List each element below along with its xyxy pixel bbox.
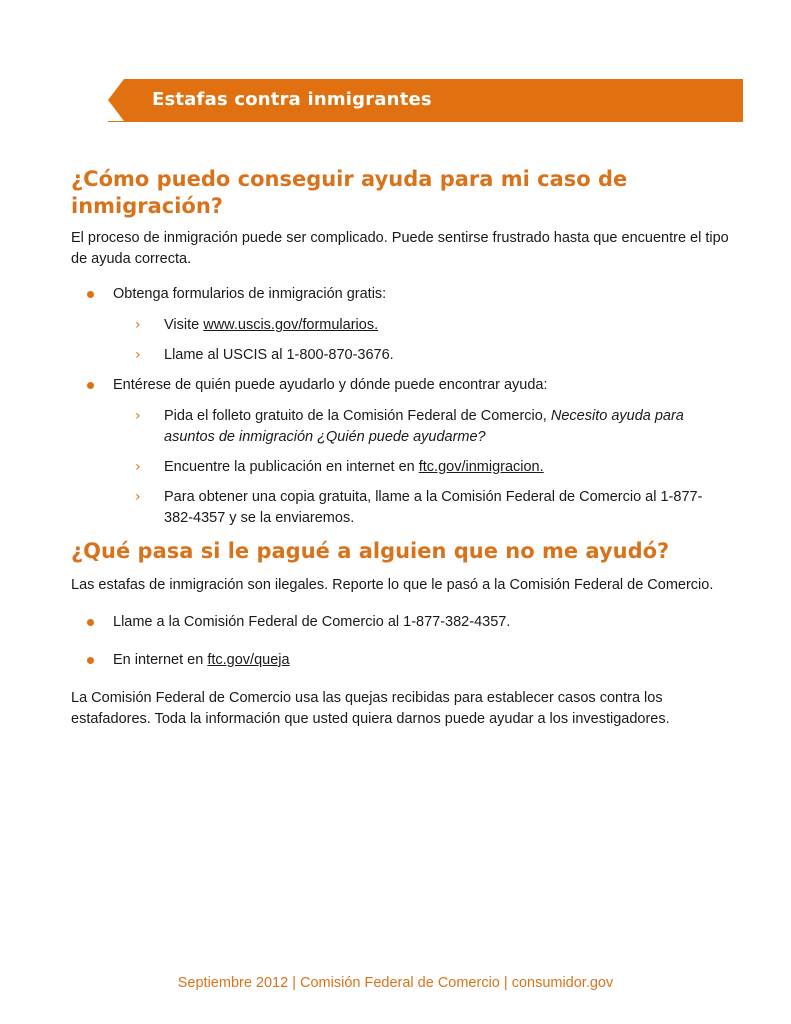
banner-notch xyxy=(108,79,124,121)
bullet-text: Llame a la Comisión Federal de Comercio al 1-877-382-4357. xyxy=(113,614,511,630)
section-banner xyxy=(108,79,743,122)
sub-list-item xyxy=(113,345,731,366)
sub-list-item xyxy=(113,315,731,336)
sub-list xyxy=(113,406,731,529)
ftc-immigration-link[interactable]: ftc.gov/inmigracion. xyxy=(418,459,544,475)
ftc-complaint-link[interactable]: ftc.gov/queja xyxy=(207,652,290,668)
bullet-text: Entérese de quién puede ayudarlo y dónde puede encontrar ayuda: xyxy=(113,377,548,393)
sub-text: Visite xyxy=(164,317,204,333)
sub-list-item xyxy=(113,457,731,478)
page-footer: Septiembre 2012 | Comisión Federal de Comercio | consumidor.gov xyxy=(177,975,614,991)
chevron-right-icon: › xyxy=(135,347,141,363)
heading-paid-no-help: ¿Qué pasa si le pagué a alguien que no me ayudó? xyxy=(71,539,670,563)
list-item xyxy=(71,612,731,633)
sub-text: Encuentre la publicación en internet en xyxy=(164,459,419,475)
sub-list-item xyxy=(113,406,731,448)
bullet-dot-icon xyxy=(87,619,94,626)
chevron-right-icon: › xyxy=(135,489,141,505)
main-content xyxy=(71,166,731,730)
sub-list xyxy=(113,315,731,366)
bullet-dot-icon xyxy=(87,657,94,664)
banner-title: Estafas contra inmigrantes xyxy=(152,89,432,110)
sub-text: Llame al USCIS al 1-800-870-3676. xyxy=(164,347,394,363)
chevron-right-icon: › xyxy=(135,459,141,475)
sub-text: Pida el folleto gratuito de la Comisión Federal de Comercio, xyxy=(164,408,551,424)
chevron-right-icon: › xyxy=(135,408,141,424)
heading-help-immigration: ¿Cómo puedo conseguir ayuda para mi caso de inmigración? xyxy=(71,167,628,218)
brochure-title: Necesito ayuda para asuntos de inmigración ¿Quién puede ayudarme? xyxy=(164,408,684,445)
intro-paragraph: El proceso de inmigración puede ser complicado. Puede sentirse frustrado hasta que encuentre el tipo de ayuda correcta. xyxy=(71,230,729,267)
uscis-forms-link[interactable]: www.uscis.gov/formularios. xyxy=(203,317,379,333)
report-bullets xyxy=(71,612,731,671)
bullet-text: Obtenga formularios de inmigración gratis: xyxy=(113,286,387,302)
bullet-text: En internet en xyxy=(113,652,208,668)
chevron-right-icon: › xyxy=(135,317,141,333)
list-item xyxy=(71,650,731,671)
bullet-dot-icon xyxy=(87,382,94,389)
list-item xyxy=(71,284,731,366)
closing-paragraph: La Comisión Federal de Comercio usa las quejas recibidas para establecer casos contra los estafadores. Toda la información que usted quiera darnos puede ayudar a los investigadores. xyxy=(71,690,670,727)
help-bullets xyxy=(71,284,731,529)
sub-list-item xyxy=(113,487,731,529)
bullet-dot-icon xyxy=(87,291,94,298)
scam-intro-paragraph: Las estafas de inmigración son ilegales. Reporte lo que le pasó a la Comisión Federal de Comercio. xyxy=(71,577,714,593)
list-item xyxy=(71,375,731,529)
sub-text: Para obtener una copia gratuita, llame a la Comisión Federal de Comercio al 1-877-382-4357 y se la enviaremos. xyxy=(164,489,703,526)
